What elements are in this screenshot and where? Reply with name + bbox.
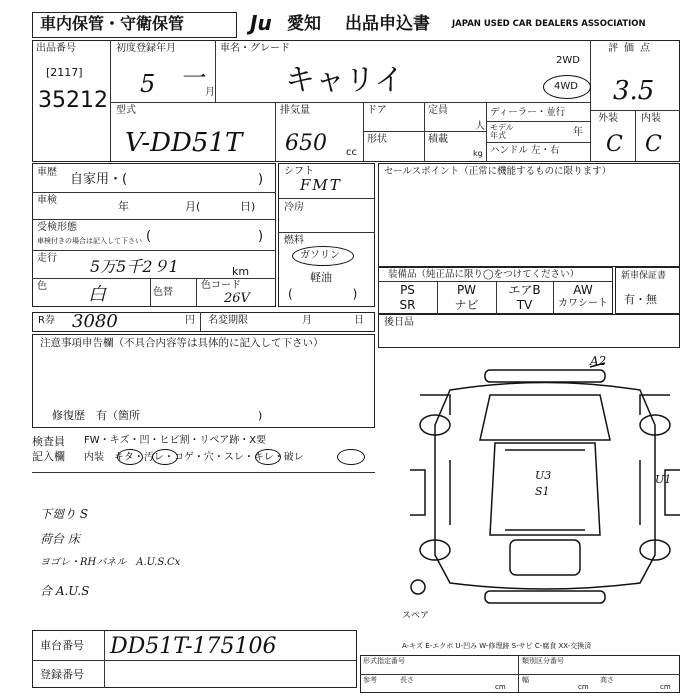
ext-label: 外装 xyxy=(598,113,618,124)
load-unit: kg xyxy=(473,149,483,158)
front-bumper xyxy=(485,370,605,382)
load-label: 積載 xyxy=(428,134,448,145)
color-code-value: 26V xyxy=(224,291,250,306)
mileage-value: 5万5千2９1 xyxy=(90,257,179,276)
model-name: キャリイ xyxy=(285,63,405,98)
spare-label: スペア xyxy=(402,611,430,621)
int-mark-2 xyxy=(152,449,178,465)
type-value: V-DD51T xyxy=(125,128,243,158)
equip-ps: PS xyxy=(400,283,415,297)
lot-number: 35212 xyxy=(38,88,108,113)
name-change-label: 名変期限 xyxy=(208,315,248,326)
diagram-center-mark1: U3 xyxy=(535,469,552,482)
reg-month-unit: 月 xyxy=(205,87,215,98)
reg-month: 一 xyxy=(180,64,204,92)
equip-airbag: エアB xyxy=(508,283,541,297)
model-label: 車名・グレード xyxy=(220,43,290,54)
inspector-label2: 記入欄 xyxy=(32,450,65,463)
lot-label: 出品番号 xyxy=(36,43,76,54)
cert-label: 受検形態 xyxy=(37,222,77,233)
org-en: JAPAN USED CAR DEALERS ASSOCIATION xyxy=(452,19,646,29)
recycle-label: R券 xyxy=(38,315,55,326)
int-mark-1 xyxy=(117,449,143,465)
int-grade: C xyxy=(645,132,662,157)
warranty-options: 有・無 xyxy=(624,293,657,306)
score: 3.5 xyxy=(613,76,655,106)
name-change-day: 日 xyxy=(354,315,364,326)
diagram-center-mark2: S1 xyxy=(535,485,550,498)
spec-e: 高さ xyxy=(600,676,614,684)
color-value: 白 xyxy=(88,284,106,305)
equip-leather: カワシート xyxy=(558,298,608,309)
equip-tv: TV xyxy=(516,298,533,312)
equip-sr: SR xyxy=(399,298,416,312)
lot-sub: [2117] xyxy=(46,66,83,79)
repair-history: 修復歴 有（箇所 xyxy=(52,409,140,422)
int-mark-3 xyxy=(255,449,281,465)
handnote-4: 合 A.U.S xyxy=(40,584,90,598)
pickup-box xyxy=(378,314,680,348)
spec-f: 参考 xyxy=(363,676,377,684)
recycle-unit: 円 xyxy=(185,315,195,326)
inspector-label1: 検査員 xyxy=(32,435,65,448)
shift-value: FMT xyxy=(300,176,342,194)
equip-navi: ナビ xyxy=(454,298,479,312)
fuel-label: 燃料 xyxy=(284,235,304,246)
type-label: 型式 xyxy=(116,105,136,116)
equip-pw: PW xyxy=(456,283,477,297)
fuel-diesel: 軽油 xyxy=(310,271,332,284)
hood xyxy=(480,395,610,440)
history-close: ) xyxy=(258,172,264,187)
cert-close: ) xyxy=(258,229,264,244)
shift-label: シフト xyxy=(284,166,314,177)
inspection-day: 日) xyxy=(240,200,256,213)
seats-label: 定員 xyxy=(428,105,448,116)
history-value: 自家用・( xyxy=(70,172,128,187)
spec-a: 形式指定番号 xyxy=(363,657,405,665)
fuel-gasoline: ガソリン xyxy=(300,250,340,261)
legend: A-キズ E-エクボ U-凹み W-修理跡 S-サビ C-腐食 XX-交換済 xyxy=(402,642,592,650)
spare-tire xyxy=(411,580,425,594)
fuel-bracket: ( ) xyxy=(288,287,358,301)
sales-point-box xyxy=(378,163,680,267)
cert-open: ( xyxy=(146,229,152,244)
model-year-label: モデル年式 xyxy=(490,123,514,140)
chassis-label: 車台番号 xyxy=(40,639,84,652)
storage-title: 車内保管・守衛保管 xyxy=(40,14,185,33)
equipment-title: 装備品（純正品に限り◯をつけてください） xyxy=(388,269,580,280)
handnote-1: 下廻り S xyxy=(40,507,89,521)
aircon-label: 冷房 xyxy=(284,202,304,213)
int-label: 内装 xyxy=(641,113,661,124)
recycle-value: 3080 xyxy=(72,311,118,332)
color-code-label: 色コード xyxy=(201,280,241,291)
sales-point-title: セールスポイント（正常に機能するものに限ります） xyxy=(384,166,612,177)
org-name: 愛知 xyxy=(287,14,321,34)
handnote-3: ヨゴレ・RHパネル A.U.S.Cx xyxy=(40,557,181,568)
chassis-value: DD51T-175106 xyxy=(110,634,277,659)
mileage-label: 走行 xyxy=(37,253,57,264)
disp-unit: cc xyxy=(346,147,357,158)
inspection-label: 車検 xyxy=(37,195,57,206)
spec-unit-3: cm xyxy=(660,683,671,691)
ext-grade: C xyxy=(606,132,623,157)
disp-label: 排気量 xyxy=(280,105,310,116)
disp-value: 650 xyxy=(285,131,327,156)
spec-unit-2: cm xyxy=(578,683,589,691)
reg-number-label: 登録番号 xyxy=(40,668,84,681)
first-reg-label: 初度登録年月 xyxy=(116,43,176,54)
pickup-label: 後日品 xyxy=(384,317,414,328)
color-change-label: 色替 xyxy=(153,287,173,298)
inspector-int: 内装 キタ・汚レ・コゲ・穴・スレ・キレ・破レ xyxy=(84,452,304,463)
dealer-label: ディーラー・並行 xyxy=(490,107,566,118)
mileage-unit: km xyxy=(232,265,250,278)
diagram-right-mark: U1 xyxy=(655,473,672,486)
color-label: 色 xyxy=(37,281,47,292)
form-title: 出品申込書 xyxy=(345,14,430,34)
shape-label: 形状 xyxy=(367,134,387,145)
warranty-label: 新車保証書 xyxy=(621,271,667,281)
year-unit: 年 xyxy=(573,127,583,138)
handle-label: ハンドル 左・右 xyxy=(490,145,560,156)
handnote-2: 荷台 床 xyxy=(40,532,80,546)
cert-sub: 車検付きの場合は記入して下さい xyxy=(37,237,142,245)
diagram-top-mark: A2 xyxy=(590,354,607,368)
history-label: 車歴 xyxy=(37,167,57,178)
spec-d: 幅 xyxy=(522,676,529,684)
reg-year: 5 xyxy=(140,70,156,98)
name-change-month: 月 xyxy=(302,315,312,326)
inspection-year: 年 xyxy=(118,200,129,213)
inspection-month: 月( xyxy=(185,200,201,213)
seats-unit: 人 xyxy=(475,121,485,132)
repair-close: ) xyxy=(258,409,263,422)
spec-unit-1: cm xyxy=(495,683,506,691)
notes-title: 注意事項申告欄（不具合内容等は具体的に記入して下さい） xyxy=(40,337,324,349)
drive-4wd: 4WD xyxy=(554,81,578,92)
spec-c: 長さ xyxy=(400,676,414,684)
inspector-fw: FW・キズ・凹・ヒビ割・リペア跡・X要 xyxy=(84,435,267,446)
int-mark-4 xyxy=(337,449,365,465)
rear-bumper xyxy=(485,591,605,603)
door-label: ドア xyxy=(367,105,387,116)
spec-b: 類別区分番号 xyxy=(522,657,564,665)
drive-2wd: 2WD xyxy=(556,55,580,66)
equip-aw: AW xyxy=(573,283,593,297)
rear-bed xyxy=(510,540,580,575)
score-label: 評価点 xyxy=(608,43,656,54)
ju-logo: Ju xyxy=(250,11,272,35)
